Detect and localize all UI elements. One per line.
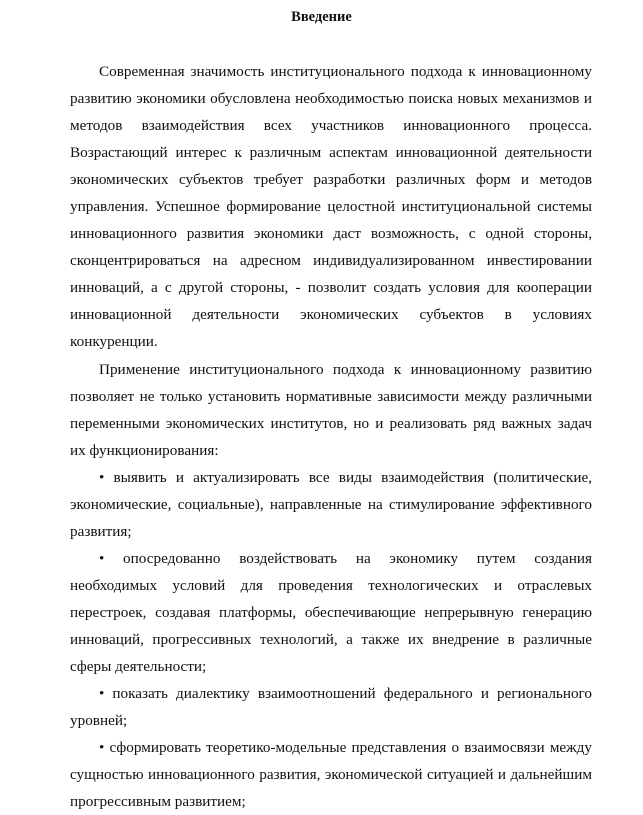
paragraph-intro: Современная значимость институционального подхода к инновационному развитию экономики обусловлена необходимостью поиска новых механизмов и методов взаимодействия всех участников инновационного процесса. Возрастающий интерес к различным аспектам инновационной деятельности экономических субъектов требует разработки различных форм и методов управления. Успешное формирование целостной институциональной системы инновационного развития экономики даст возможность, с одной стороны, сконцентрироваться на адресном индивидуализированном инвестировании инноваций, а с другой стороны, - позволит создать условия для кооперации инновационной деятельности экономических субъектов в условиях конкуренции. — [70, 63, 592, 351]
page-title: Введение — [291, 9, 352, 25]
document-body — [70, 58, 592, 815]
list-item: • показать диалектику взаимоотношений федерального и регионального уровней; — [70, 685, 592, 730]
list-item: • сформировать теоретико-модельные представления о взаимосвязи между сущностью инновационного развития, экономической ситуацией и дальнейшим прогрессивным развитием; — [70, 739, 592, 811]
paragraph-application: Применение институционального подхода к инновационному развитию позволяет не только установить нормативные зависимости между различными переменными экономических институтов, но и реализовать ряд важных задач их функционирования: — [70, 360, 592, 459]
list-item: • выявить и актуализировать все виды взаимодействия (политические, экономические, социальные), направленные на стимулирование эффективного развития; — [70, 468, 592, 540]
list-item: • опосредованно воздействовать на экономику путем создания необходимых условий для проведения технологических и отраслевых перестроек, создавая платформы, обеспечивающие непрерывную генерацию инноваций, прогрессивных технологий, а также их внедрение в различные сферы деятельности; — [70, 549, 592, 676]
